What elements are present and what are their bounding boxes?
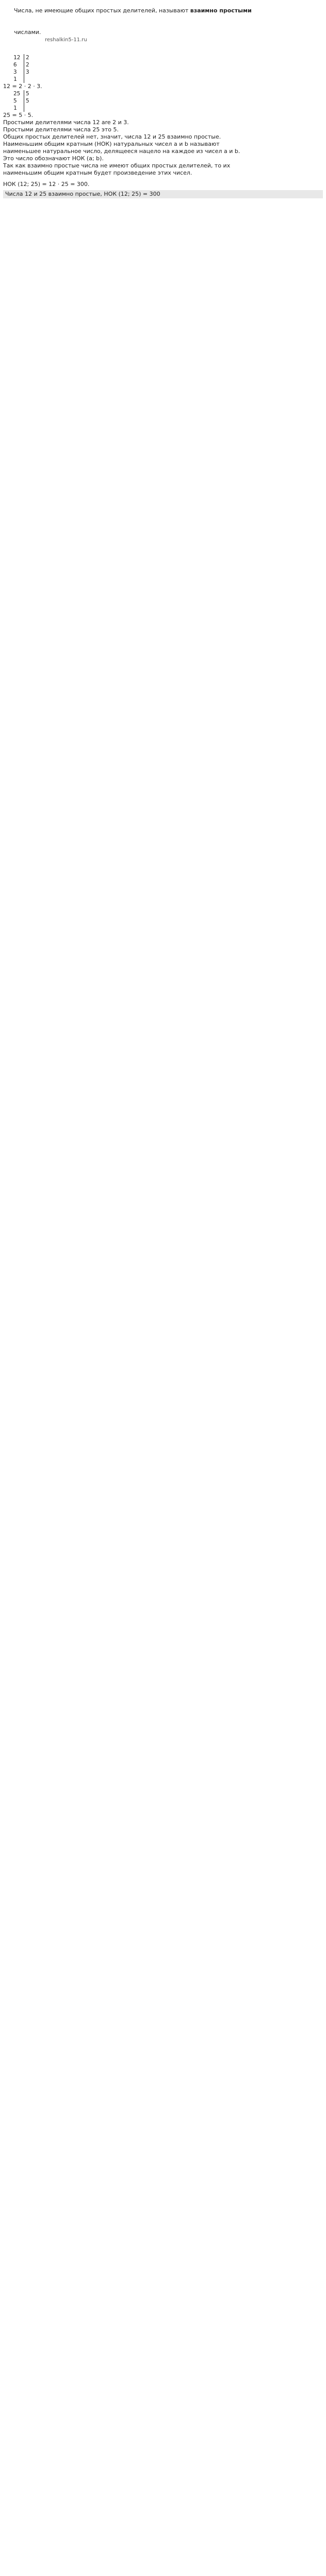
explanation-line: Так как взаимно простые числа не имеют общих простых делителей, то их: [3, 162, 231, 169]
divisor: 5: [26, 90, 29, 97]
explanation-2: [3, 162, 323, 177]
intro: [3, 0, 323, 51]
dividend: 12: [13, 54, 21, 61]
divisor: 2: [26, 54, 29, 61]
table-row: [3, 105, 323, 112]
section-12-25: [3, 54, 323, 198]
dividend: 25: [13, 90, 21, 97]
explanation-line: Это число обозначают НОК (a; b).: [3, 155, 104, 162]
factor-table-12: [3, 54, 323, 83]
dividend: 6: [13, 61, 17, 68]
dividend: 3: [13, 69, 17, 75]
divisor: 5: [26, 97, 29, 104]
dividend: 5: [13, 97, 17, 104]
document: [0, 0, 326, 198]
factorization-b: 25 = 5 · 5.: [3, 112, 34, 118]
table-row: [3, 97, 323, 105]
table-row: [3, 69, 323, 76]
intro-bold-text: взаимно простыми: [190, 7, 252, 14]
explanation-line: Наименьшим общим кратным (НОК) натуральных чисел a и b называют: [3, 141, 220, 147]
intro-text: Числа, не имеющие общих простых делителей, называют: [13, 7, 190, 14]
table-row: [3, 90, 323, 97]
explanation-line: Простыми делителями числа 12 are 2 и 3.: [3, 119, 129, 126]
lcm-result: НОК (12; 25) = 12 · 25 = 300.: [3, 181, 90, 188]
explanation-line: Простыми делителями числа 25 это 5.: [3, 126, 119, 133]
table-row: [3, 54, 323, 61]
factorization-a: 12 = 2 · 2 · 3.: [3, 83, 42, 90]
watermark: reshalkin5-11.ru: [44, 37, 87, 43]
explanation-line: наименьшим общим кратным будет произведение этих чисел.: [3, 170, 192, 176]
explanation-line: наименьшее натуральное число, делящееся нацело на каждое из чисел a и b.: [3, 148, 240, 155]
divisor: 2: [26, 61, 29, 68]
table-row: [3, 61, 323, 69]
divisor: 3: [26, 69, 29, 75]
intro-text-2: числами.: [13, 29, 41, 36]
dividend: 1: [13, 105, 17, 111]
dividend: 1: [13, 76, 17, 82]
explanation-line: Общих простых делителей нет, значит, числа 12 и 25 взаимно простые.: [3, 133, 221, 140]
explanation: [3, 119, 323, 162]
answer-banner: Числа 12 и 25 взаимно простые, НОК (12; 25) = 300: [3, 190, 323, 198]
table-row: [3, 76, 323, 83]
factor-table-25: [3, 90, 323, 112]
